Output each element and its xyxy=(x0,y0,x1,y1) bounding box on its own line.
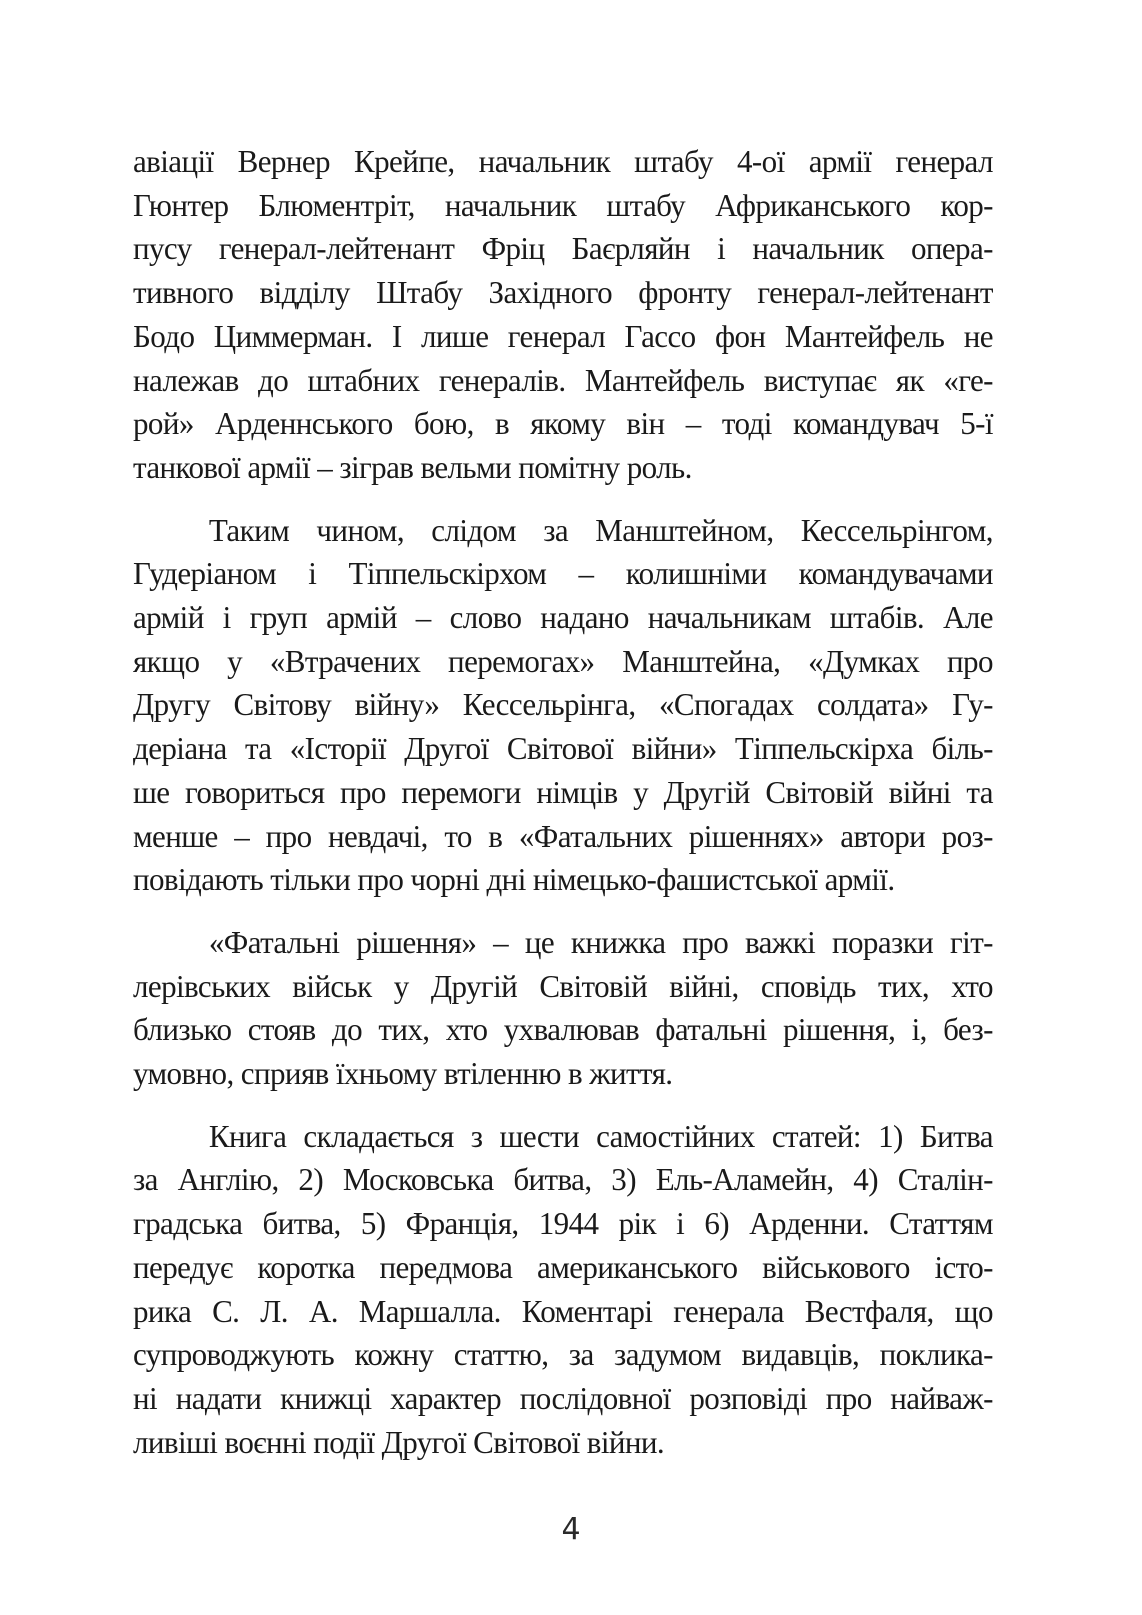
text-line: рика С. Л. А. Маршалла. Коментарі генерала Вестфаля, що xyxy=(133,1293,993,1329)
text-line: Другу Світову війну» Кессельрінга, «Спогадах солдата» Гу- xyxy=(133,687,993,723)
text-line: Гудеріаном і Тіппельскірхом – колишніми командувачами xyxy=(133,556,993,592)
text-line: Таким чином, слідом за Манштейном, Кессельрінгом, xyxy=(208,512,993,548)
paragraph-4 xyxy=(133,1115,993,1465)
text-line: пусу генерал-лейтенант Фріц Баєрляйн і начальник опера- xyxy=(133,231,993,267)
page-body xyxy=(133,140,1006,1483)
text-line: танкової армії – зіграв вельми помітну роль. xyxy=(133,449,692,485)
paragraph-3 xyxy=(133,921,993,1096)
page-number: 4 xyxy=(561,1512,581,1547)
text-line: менше – про невдачі, то в «Фатальних рішеннях» автори роз- xyxy=(133,818,993,854)
text-line: Бодо Циммерман. І лише генерал Гассо фон Мантейфель не xyxy=(133,318,993,354)
paragraph-1 xyxy=(133,140,993,490)
text-line: армій і груп армій – слово надано начальникам штабів. Але xyxy=(133,600,993,636)
text-line: передує коротка передмова американського військового істо- xyxy=(133,1249,993,1285)
text-line: якщо у «Втрачених перемогах» Манштейна, «Думках про xyxy=(133,643,993,679)
text-line: рой» Арденнського бою, в якому він – тоді командувач 5-ї xyxy=(133,406,993,442)
text-line: повідають тільки про чорні дні німецько-фашистської армії. xyxy=(133,862,895,898)
text-line: ні надати книжці характер послідовної розповіді про найваж- xyxy=(133,1380,993,1416)
text-line: деріана та «Історії Другої Світової війни» Тіппельскірха біль- xyxy=(133,731,993,767)
text-line: «Фатальні рішення» – це книжка про важкі поразки гіт- xyxy=(208,924,993,960)
text-line: лерівських військ у Другій Світовій війні, сповідь тих, хто xyxy=(133,968,993,1004)
text-line: градська битва, 5) Франція, 1944 рік і 6) Арденни. Статтям xyxy=(133,1206,993,1242)
text-line: умовно, сприяв їхньому втіленню в життя. xyxy=(133,1056,673,1092)
text-line: супроводжують кожну статтю, за задумом видавців, поклика- xyxy=(133,1337,993,1373)
text-line: ливіші воєнні події Другої Світової війни. xyxy=(133,1424,665,1460)
text-line: авіації Вернер Крейпе, начальник штабу 4-ої армії генерал xyxy=(133,144,993,179)
text-line: тивного відділу Штабу Західного фронту генерал-лейтенант xyxy=(133,275,993,311)
text-line: близько стояв до тих, хто ухвалював фатальні рішення, і, без- xyxy=(133,1012,993,1048)
text-line: ше говориться про перемоги німців у Другій Світовій війні та xyxy=(133,774,993,810)
text-line: належав до штабних генералів. Мантейфель виступає як «ге- xyxy=(133,362,993,398)
text-line: Книга складається з шести самостійних статей: 1) Битва xyxy=(208,1118,993,1154)
text-line: Гюнтер Блюментріт, начальник штабу Африканського кор- xyxy=(133,187,993,223)
text-line: за Англію, 2) Московська битва, 3) Ель-Аламейн, 4) Сталін- xyxy=(133,1162,993,1198)
paragraph-2 xyxy=(133,509,993,902)
